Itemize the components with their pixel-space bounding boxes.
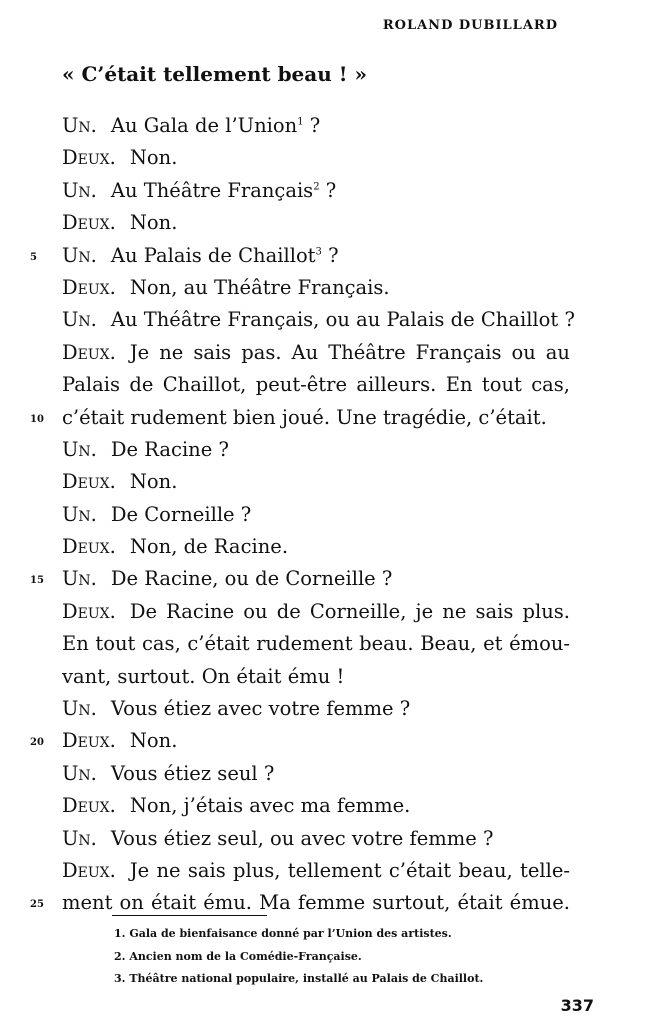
scene-title: « C’était tellement beau ! » xyxy=(62,62,367,86)
footnote-ref: 1 xyxy=(297,116,304,128)
dialogue-line xyxy=(0,628,650,660)
line-text: Je ne sais pas. Au Théâtre Français ou au xyxy=(129,340,570,364)
footnotes xyxy=(114,923,483,991)
line-text: Je ne sais plus, tellement c’était beau, telle- xyxy=(129,858,570,882)
speaker: Un. xyxy=(62,697,97,721)
line-text: Non. xyxy=(129,211,178,235)
line-text: Au Théâtre Français xyxy=(110,178,314,202)
line-text: Non. xyxy=(129,146,178,170)
footnote-ref: 2 xyxy=(313,181,320,193)
line-number: 15 xyxy=(30,575,44,587)
speaker: Un. xyxy=(62,308,97,332)
line-text: Non, au Théâtre Français. xyxy=(129,275,390,299)
dialogue-line xyxy=(0,855,650,887)
speaker: Un. xyxy=(62,114,97,137)
speaker: Deux. xyxy=(62,858,116,882)
line-text: Vous étiez avec votre femme ? xyxy=(110,697,411,721)
line-text: Au Théâtre Français, ou au Palais de Chaillot ? xyxy=(110,308,575,332)
speaker: Deux. xyxy=(62,599,116,623)
speaker: Deux. xyxy=(62,794,116,818)
speaker: Deux. xyxy=(62,275,116,299)
dialogue-line xyxy=(0,531,650,563)
speaker: Deux. xyxy=(62,340,116,364)
line-number: 10 xyxy=(30,413,44,425)
speaker: Deux. xyxy=(62,146,116,170)
footnote: 2. Ancien nom de la Comédie-Française. xyxy=(114,949,362,963)
dialogue-line xyxy=(0,661,650,693)
speaker: Un. xyxy=(62,826,97,850)
speaker: Deux. xyxy=(62,729,116,753)
speaker: Deux. xyxy=(62,535,116,559)
dialogue-line xyxy=(0,142,650,174)
line-text: Au Gala de l’Union xyxy=(110,114,298,137)
dialogue-line xyxy=(0,337,650,369)
line-text: c’était rudement bien joué. Une tragédie, c’était. xyxy=(62,405,547,429)
speaker: Un. xyxy=(62,502,97,526)
line-text: Non, de Racine. xyxy=(129,535,289,559)
footnote-ref: 3 xyxy=(315,246,322,258)
line-text: De Racine ou de Corneille, je ne sais plus. xyxy=(129,599,570,623)
dialogue-line xyxy=(0,466,650,498)
dialogue-line xyxy=(0,272,650,304)
dialogue-line xyxy=(0,369,650,401)
line-text: Palais de Chaillot, peut-être ailleurs. En tout cas, xyxy=(62,373,570,397)
speaker: Deux. xyxy=(62,470,116,494)
footnote: 1. Gala de bienfaisance donné par l’Union des artistes. xyxy=(114,927,452,940)
dialogue-line xyxy=(0,304,650,336)
line-text: De Racine, ou de Corneille ? xyxy=(110,567,393,591)
line-text: ment on était ému. Ma femme surtout, était émue. xyxy=(62,891,570,915)
dialogue-line xyxy=(0,693,650,725)
line-number: 20 xyxy=(30,737,44,749)
line-text: vant, surtout. On était ému ! xyxy=(62,664,345,688)
dialogue-line xyxy=(0,790,650,822)
footnote: 3. Théâtre national populaire, installé au Palais de Chaillot. xyxy=(114,972,484,985)
dialogue-line xyxy=(0,823,650,855)
dialogue xyxy=(0,110,650,920)
line-number: 25 xyxy=(30,899,44,911)
footnote-divider xyxy=(112,915,267,916)
dialogue-line xyxy=(0,563,650,595)
dialogue-line xyxy=(0,758,650,790)
line-text: En tout cas, c’était rudement beau. Beau, et émou- xyxy=(62,632,570,656)
line-text: Vous étiez seul ? xyxy=(110,761,275,785)
speaker: Un. xyxy=(62,761,97,785)
line-text: Vous étiez seul, ou avec votre femme ? xyxy=(110,826,494,850)
page-number: 337 xyxy=(560,996,594,1015)
line-text: Non. xyxy=(129,729,178,753)
line-text: De Racine ? xyxy=(110,437,229,461)
dialogue-line: Un. Au Théâtre Français$^2$ ? xyxy=(62,178,337,202)
speaker: Un. xyxy=(62,178,97,202)
dialogue-line xyxy=(0,434,650,466)
line-text: Au Palais de Chaillot xyxy=(110,243,316,267)
dialogue-line xyxy=(0,887,650,919)
line-text: De Corneille ? xyxy=(110,502,252,526)
running-head: ROLAND DUBILLARD xyxy=(382,18,558,33)
dialogue-line: 5 Un. Au Palais de Chaillot$^3$ ? xyxy=(0,240,650,272)
line-text: Non. xyxy=(129,470,178,494)
line-number: 5 xyxy=(30,251,37,263)
dialogue-line xyxy=(0,499,650,531)
speaker: Deux. xyxy=(62,211,116,235)
dialogue-line xyxy=(0,207,650,239)
speaker: Un. xyxy=(62,567,97,591)
dialogue-line: Un. Au Gala de l’Union$^1$ ? xyxy=(62,114,321,137)
dialogue-line xyxy=(0,596,650,628)
line-text: Non, j’étais avec ma femme. xyxy=(129,794,411,818)
speaker: Un. xyxy=(62,437,97,461)
speaker: Un. xyxy=(62,243,97,267)
dialogue-line xyxy=(0,725,650,757)
dialogue-line xyxy=(0,402,650,434)
